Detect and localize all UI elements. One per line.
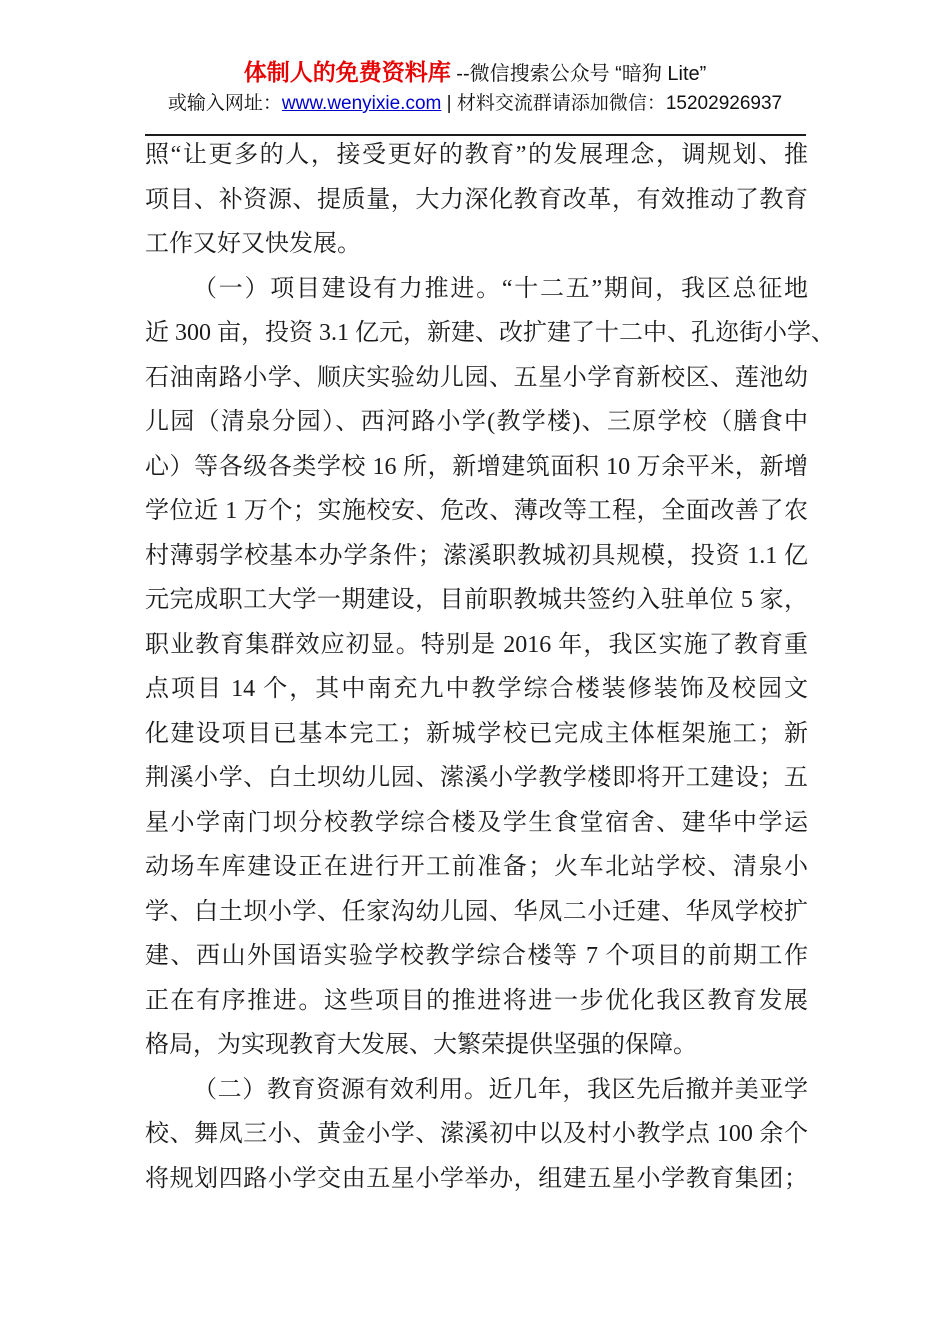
text-line: 正在有序推进。这些项目的推进将进一步优化我区教育发展 bbox=[145, 987, 808, 1014]
text-line: （一）项目建设有力推进。“十二五”期间，我区总征地 bbox=[193, 275, 808, 302]
text-line: 元完成职工大学一期建设，目前职教城共签约入驻单位 5 家， bbox=[145, 587, 808, 613]
text-line: 学位近 1 万个；实施校安、危改、薄改等工程，全面改善了农 bbox=[145, 498, 808, 524]
document-body bbox=[145, 133, 835, 1201]
text-line: 校、舞凤三小、黄金小学、潆溪初中以及村小教学点 100 余个 bbox=[145, 1121, 808, 1147]
text-line: 化建设项目已基本完工；新城学校已完成主体框架施工；新 bbox=[145, 720, 808, 747]
text-line: 石油南路小学、顺庆实验幼儿园、五星小学育新校区、莲池幼 bbox=[145, 364, 808, 391]
text-line: 职业教育集群效应初显。特别是 2016 年，我区实施了教育重 bbox=[145, 631, 808, 658]
url-prefix-label: 或输入网址： bbox=[167, 93, 282, 114]
text-line: 星小学南门坝分校教学综合楼及学生食堂宿舍、建华中学运 bbox=[145, 809, 808, 836]
text-line: 村薄弱学校基本办学条件；潆溪职教城初具规模，投资 1.1 亿 bbox=[145, 542, 808, 569]
text-line: 项目、补资源、提质量，大力深化教育改革，有效推动了教育 bbox=[145, 186, 808, 213]
contact-info-label: | 材料交流群请添加微信：15202926937 bbox=[441, 93, 783, 114]
text-line: 格局，为实现教育大发展、大繁荣提供坚强的保障。 bbox=[145, 1032, 697, 1058]
text-line: 建、西山外国语实验学校教学综合楼等 7 个项目的前期工作 bbox=[145, 943, 808, 969]
header-line-2 bbox=[0, 90, 950, 117]
text-line: 学、白土坝小学、任家沟幼儿园、华凤二小迁建、华凤学校扩 bbox=[145, 898, 808, 925]
text-line: 动场车库建设正在进行开工前准备；火车北站学校、清泉小 bbox=[145, 854, 808, 880]
text-line: （二）教育资源有效利用。近几年，我区先后撤并美亚学 bbox=[193, 1076, 808, 1103]
watermark-header bbox=[0, 56, 950, 117]
text-line: 照“让更多的人，接受更好的教育”的发展理念，调规划、推 bbox=[145, 142, 808, 168]
text-line: 儿园（清泉分园）、西河路小学(教学楼)、三原学校（膳食中 bbox=[145, 409, 808, 435]
text-line: 将规划四路小学交由五星小学举办，组建五星小学教育集团； bbox=[145, 1165, 808, 1192]
header-line-1 bbox=[0, 56, 950, 90]
website-link[interactable]: www.wenyixie.com bbox=[281, 93, 442, 114]
site-brand: 体制人的免费资料库 bbox=[243, 59, 451, 85]
site-tagline: --微信搜索公众号 “暗狗 Lite” bbox=[456, 63, 707, 85]
text-line: 点项目 14 个，其中南充九中教学综合楼装修装饰及校园文 bbox=[145, 676, 808, 702]
text-line: 荆溪小学、白土坝幼儿园、潆溪小学教学楼即将开工建设；五 bbox=[145, 765, 808, 791]
text-line: 心）等各级各类学校 16 所，新增建筑面积 10 万余平米，新增 bbox=[145, 453, 808, 480]
text-line: 近 300 亩，投资 3.1 亿元，新建、改扩建了十二中、孔迩街小学、 bbox=[145, 320, 835, 346]
text-line: 工作又好又快发展。 bbox=[145, 231, 361, 257]
